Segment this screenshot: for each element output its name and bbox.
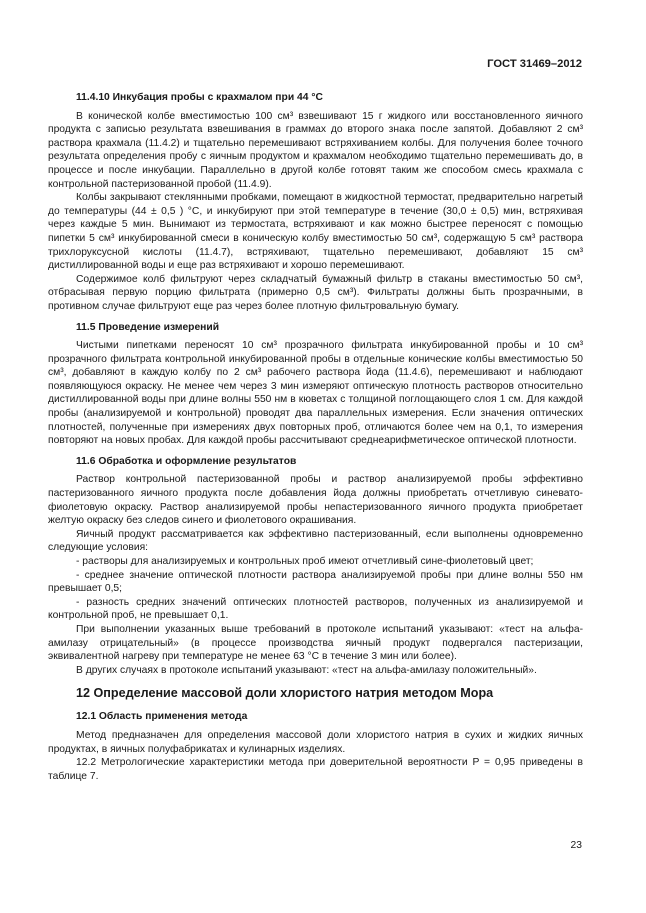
spacer — [48, 448, 583, 455]
page-number: 23 — [570, 840, 582, 851]
paragraph: Чистыми пипетками переносят 10 см³ прозрачного фильтрата инкубированной пробы и 10 см³ прозрачного фильтрата контрольной инкубированной пробы в отдельные конические колбы вместимостью 50 см³, добавляют в каждую колбу по 2 см³ рабочего раствора йода (11.4.6), перемешивают и наблюдают появляющуюся окраску. Не менее чем через 3 мин измеряют оптическую плотность растворов относительно дистиллированной воды при длине волны 550 нм в кюветах с толщиной поглощающего слоя 1 см. Для каждой пробы (анализируемой и контрольной) проводят два параллельных измерения. Если значения оптических плотностей, полученные при измерениях двух повторных проб, отличаются более чем на 0,1, то измерения повторяют на новых пробах. Для каждой пробы рассчитывают среднеарифметическое оптической плотности. — [48, 340, 583, 447]
document-body — [48, 91, 583, 783]
section-heading-11-5: 11.5 Проведение измерений — [76, 321, 220, 333]
section-heading-11-4-10: 11.4.10 Инкубация пробы с крахмалом при 44 °С — [76, 92, 323, 103]
paragraph: В конической колбе вместимостью 100 см³ взвешивают 15 г жидкого или восстановленного яичного продукта с записью результата взвешивания в граммах до второго знака после запятой. Добавляют 2 см³ раствора крахмала (11.4.2) и тщательно перемешивают встряхиванием колбы. Для получения более точного результата определения пробу с яичным продуктом и крахмалом необходимо тщательно перемешивать до, в процессе и после инкубации. Параллельно в другой колбе готовят таким же способом смесь крахмала с контрольной пастеризованной пробой (11.4.9). — [48, 110, 583, 190]
paragraph: Раствор контрольной пастеризованной пробы и раствор анализируемой пробы эффективно пастеризованного яичного продукта после добавления йода должны приобретать отчетливую синевато-фиолетовую окраску. Раствор анализируемой пробы непастеризованного яичного продукта приобретает желтую окраску без следов синего и фиолетового окрашивания. — [48, 474, 583, 527]
section-heading-11-6: 11.6 Обработка и оформление результатов — [76, 455, 297, 467]
list-item: - разность средних значений оптических плотностей растворов, полученных из анализируемой и контрольной проб, не превышает 0,1. — [48, 596, 583, 622]
paragraph: Яичный продукт рассматривается как эффективно пастеризованный, если выполнены одновременно следующие условия: — [48, 528, 583, 554]
paragraph: Содержимое колб фильтруют через складчатый бумажный фильтр в стаканы вместимостью 50 см³, отбрасывая первую порцию фильтрата (примерно 0,5 см³). Фильтраты должны быть прозрачными, в противном случае фильтруют еще раз через более плотную фильтровальную бумагу. — [48, 273, 583, 312]
paragraph: 12.2 Метрологические характеристики метода при доверительной вероятности P = 0,95 приведены в таблице 7. — [48, 757, 583, 782]
section-heading-12-1: 12.1 Область применения метода — [76, 711, 248, 723]
list-item: - растворы для анализируемых и контрольных проб имеют отчетливый сине-фиолетовый цвет; — [76, 556, 534, 567]
list-item: - среднее значение оптической плотности раствора анализируемой пробы при длине волны 550 нм превышает 0,5; — [48, 569, 583, 595]
paragraph: Метод предназначен для определения массовой доли хлористого натрия в сухих и жидких яичных продуктах, в яичных полуфабрикатах и кулинарных изделиях. — [48, 729, 583, 755]
paragraph: В других случаях в протоколе испытаний указывают: «тест на альфа-амилазу положительный». — [76, 664, 537, 676]
paragraph: Колбы закрывают стеклянными пробками, помещают в жидкостной термостат, предварительно нагретый до температуры (44 ± 0,5 ) °С, и инкубируют при этой температуре в течение (30,0 ± 0,5) мин, встряхивая через каждые 5 мин. Вынимают из термостата, встряхивают и как можно быстрее переносят с помощью пипетки 5 см³ инкубированной смеси в коническую колбу вместимостью 50 см³, содержащую 5 см³ раствора трихлоруксусной кислоты (11.4.7), встряхивают, тщательно перемешивают, добавляют 15 см³ дистиллированной воды и еще раз встряхивают и хорошо перемешивают. — [48, 192, 583, 272]
spacer — [48, 314, 583, 321]
paragraph: При выполнении указанных выше требований в протоколе испытаний указывают: «тест на альфа-амилазу отрицательный» (в процессе производства яичный продукт подвергался пастеризации, эквивалентной нагреву при температуре не менее 63 °С в течение 3 мин или более). — [48, 623, 583, 663]
document-header-code: ГОСТ 31469–2012 — [487, 58, 582, 70]
section-heading-12: 12 Определение массовой доли хлористого натрия методом Мора — [76, 686, 494, 701]
